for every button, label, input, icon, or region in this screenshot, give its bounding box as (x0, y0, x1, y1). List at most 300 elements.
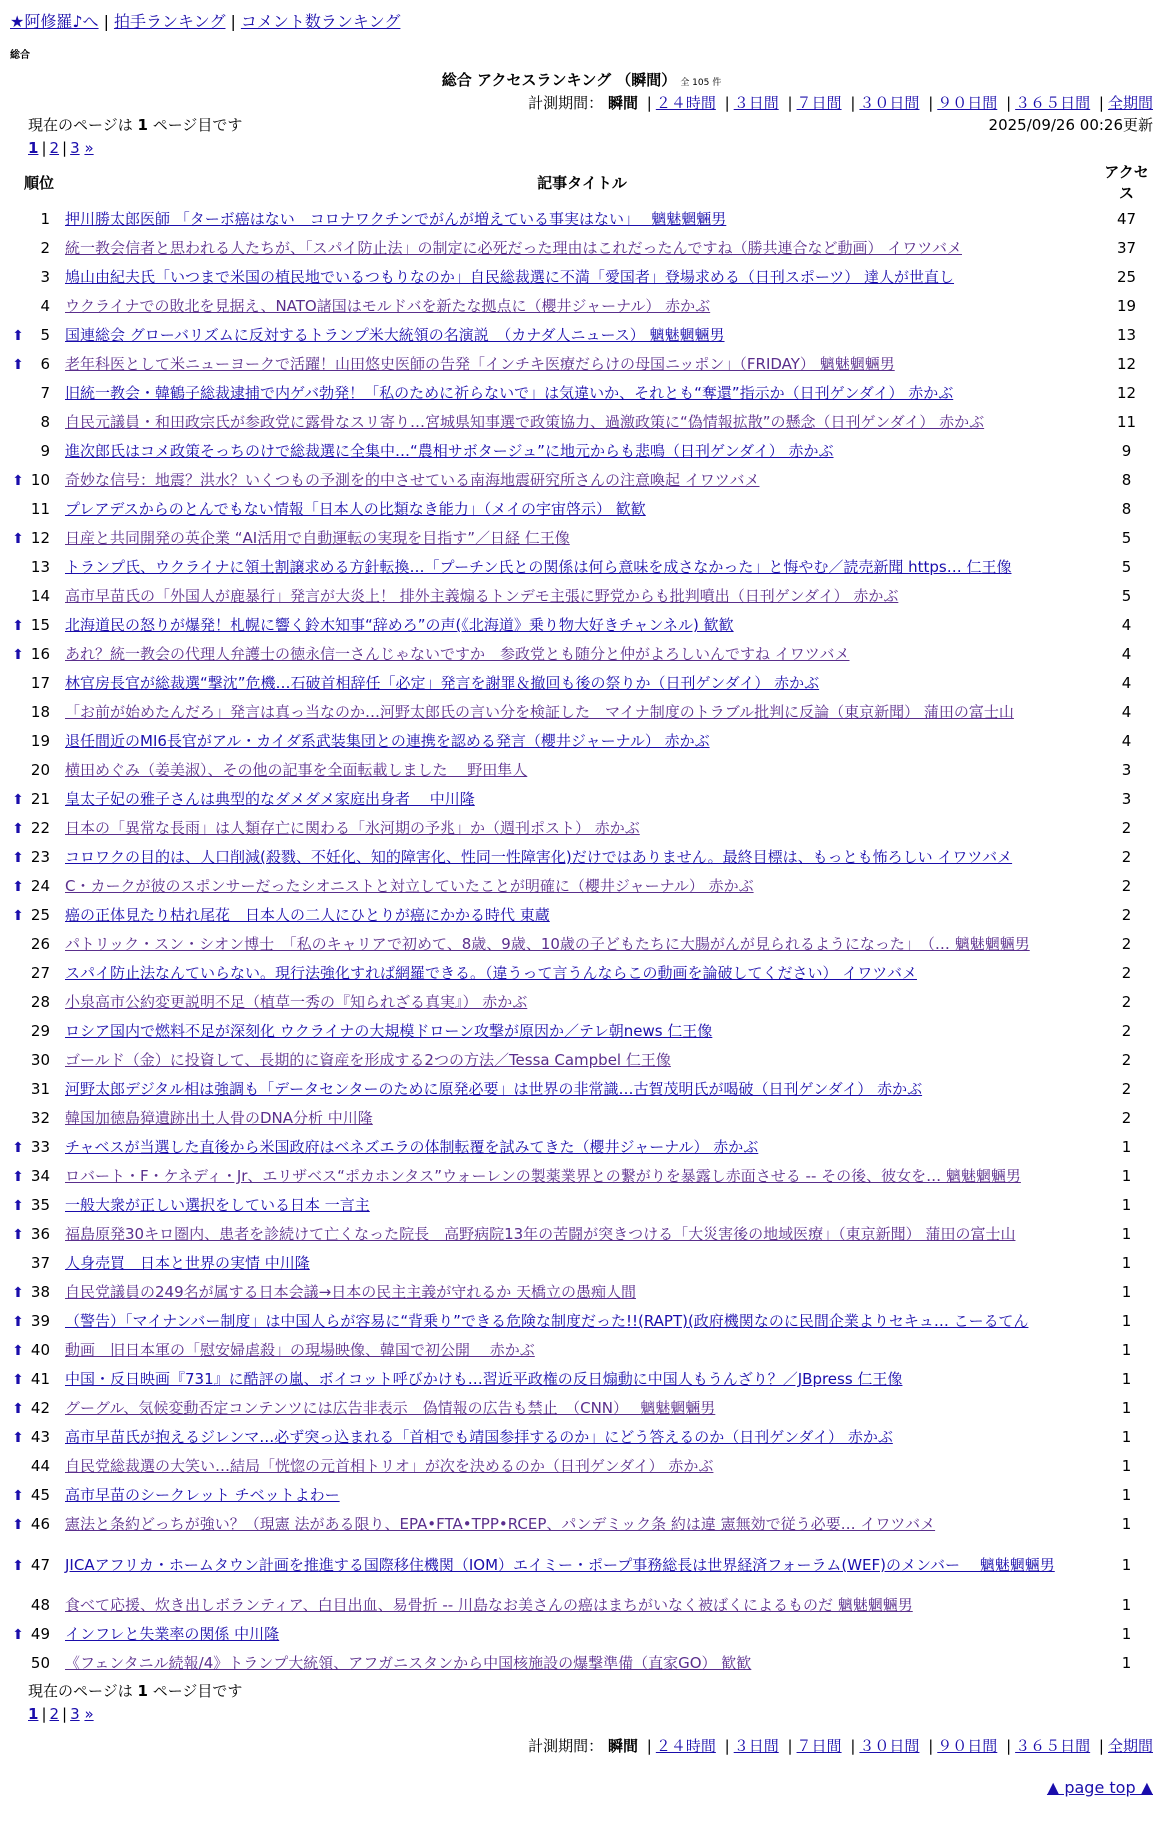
page-3-link[interactable]: 3 (70, 138, 80, 157)
article-link[interactable]: 人身売買 日本と世界の実情 中川隆 (65, 1254, 310, 1273)
rank-cell (10, 1133, 61, 1162)
access-count: 3 (1121, 761, 1132, 780)
article-link[interactable]: パトリック・スン・シオン博士 「私のキャリアで初めて、8歳、9歳、10歳の子どもたちに大腸がんが見られるようになった」 （… 魑魅魍魎男 (65, 935, 1030, 954)
access-count: 1 (1121, 1312, 1132, 1331)
access-count: 2 (1121, 1109, 1132, 1128)
title-cell (61, 1133, 1103, 1162)
rank-number: 43 (30, 1428, 50, 1446)
comment-ranking-link[interactable]: コメント数ランキング (240, 12, 401, 31)
access-count: 2 (1121, 1080, 1132, 1099)
article-link[interactable]: （警告）「マイナンバー制度」は中国人らが容易に“背乗り”できる危険な制度だった!!(RAPT)(政府機関なのに民間企業よりセキュ… こーるてん (65, 1312, 1029, 1331)
table-row (10, 1307, 1150, 1336)
article-link[interactable]: プレアデスからのとんでもない情報「日本人の比類なき能力」（メイの宇宙啓示） 歓歓 (65, 500, 646, 519)
article-link[interactable]: 奇妙な信号：地震？洪水？いくつもの予測を的中させている南海地震研究所さんの注意喚起 イワツバメ (65, 471, 760, 490)
article-link[interactable]: インフレと失業率の関係 中川隆 (65, 1625, 280, 1644)
page-1-link[interactable]: 1 (28, 1704, 39, 1723)
table-row (10, 1539, 1150, 1591)
rank-cell (10, 321, 61, 350)
rank-number: 5 (40, 326, 50, 344)
rank-cell (10, 785, 61, 814)
article-link[interactable]: 押川勝太郎医師 「ターボ癌はない コロナワクチンでがんが増えている事実はない」 魑魅魍魎男 (65, 210, 727, 229)
current-page-text: 現在のページは 1 ページ目です (28, 116, 243, 134)
ranking-count: 全 105 件 (680, 78, 722, 88)
table-header-row (10, 161, 1150, 205)
ranking-table (10, 161, 1150, 1678)
rank-cell (10, 1452, 61, 1481)
access-count: 1 (1121, 1625, 1132, 1644)
access-count: 1 (1121, 1428, 1132, 1447)
article-link[interactable]: 進次郎氏はコメ政策そっちのけで総裁選に全集中…“農相サボタージュ”に地元からも悲鳴（日刊ゲンダイ） 赤かぶ (65, 442, 834, 461)
article-link[interactable]: 自民党議員の249名が属する日本会議→日本の民主主義が守れるか 天橋立の愚痴人間 (65, 1283, 636, 1302)
access-count: 2 (1121, 1051, 1132, 1070)
up-arrow-icon: ⬆ (12, 1372, 24, 1388)
table-row (10, 1591, 1150, 1620)
up-arrow-icon: ⬆ (12, 357, 24, 373)
rank-cell (10, 408, 61, 437)
access-count: 1 (1121, 1515, 1132, 1534)
table-row (10, 698, 1150, 727)
title-cell (61, 814, 1103, 843)
access-count: 1 (1121, 1196, 1132, 1215)
rank-cell (10, 1249, 61, 1278)
table-row (10, 1133, 1150, 1162)
article-link[interactable]: 中国・反日映画『731』に酷評の嵐、ボイコット呼びかけも…習近平政権の反日煽動に中国人もうんざり？／JBpress 仁王像 (65, 1370, 903, 1389)
rank-cell (10, 988, 61, 1017)
period-current: 瞬間 (607, 93, 638, 112)
article-link[interactable]: あれ？統一教会の代理人弁護士の徳永信一さんじゃないですか 参政党とも随分と仲がよろしいんですね イワツバメ (65, 645, 850, 664)
pager-top: 1 | 2 | 3 » (28, 138, 94, 157)
title-cell (61, 843, 1103, 872)
access-count: 1 (1121, 1167, 1132, 1186)
up-arrow-icon: ⬆ (12, 792, 24, 808)
article-link[interactable]: 福島原発30キロ圏内、患者を診続けて亡くなった院長 高野病院13年の苦闘が突きつける「大災害後の地域医療」（東京新聞） 蒲田の富士山 (65, 1225, 1016, 1244)
next-page-link[interactable]: » (84, 1704, 94, 1723)
home-link[interactable]: ★阿修羅♪へ (10, 12, 99, 31)
article-link[interactable]: 自民元議員・和田政宗氏が参政党に露骨なスリ寄り…宮城県知事選で政策協力、過激政策に“偽情報拡散”の懸念（日刊ゲンダイ） 赤かぶ (65, 413, 985, 432)
article-link[interactable]: トランプ氏、ウクライナに領土割譲求める方針転換…「プーチン氏との関係は何ら意味を成さなかった」と悔やむ／読売新聞 https… 仁王像 (65, 558, 1012, 577)
table-row (10, 1365, 1150, 1394)
rank-number: 40 (30, 1341, 50, 1359)
access-count: 1 (1121, 1457, 1132, 1476)
access-count: 1 (1121, 1341, 1132, 1360)
title-cell (61, 1075, 1103, 1104)
rank-cell (10, 1394, 61, 1423)
up-arrow-icon: ⬆ (12, 1343, 24, 1359)
title-cell (61, 1191, 1103, 1220)
article-link[interactable]: ロバート・F・ケネディ・Jr、エリザベス“ポカホンタス”ウォーレンの製薬業界との繋がりを暴露し赤面させる -- その後、彼女を… 魑魅魍魎男 (65, 1167, 1021, 1186)
article-link[interactable]: ロシア国内で燃料不足が深刻化 ウクライナの大規模ドローン攻撃が原因か／テレ朝news 仁王像 (65, 1022, 713, 1041)
title-cell (61, 1046, 1103, 1075)
rank-number: 25 (30, 906, 50, 924)
article-link[interactable]: グーグル、気候変動否定コンテンツには広告非表示 偽情報の広告も禁止 （CNN） 魑魅魍魎男 (65, 1399, 716, 1418)
access-column-header: アクセス (1104, 163, 1149, 202)
table-row (10, 234, 1150, 263)
table-row (10, 408, 1150, 437)
rank-cell (10, 640, 61, 669)
period-3d-link[interactable]: ３日間 (733, 1737, 779, 1755)
rank-column-header: 順位 (23, 173, 54, 192)
table-row (10, 1017, 1150, 1046)
title-cell (61, 930, 1103, 959)
rank-number: 39 (30, 1312, 50, 1330)
title-cell (61, 1220, 1103, 1249)
rank-number: 23 (30, 848, 50, 866)
title-cell (61, 959, 1103, 988)
rank-cell (10, 1649, 61, 1678)
title-cell (61, 1620, 1103, 1649)
period-30d-link[interactable]: ３０日間 (859, 1737, 920, 1755)
next-page-link[interactable]: » (84, 138, 94, 157)
up-arrow-icon: ⬆ (12, 1430, 24, 1446)
access-count: 4 (1121, 732, 1132, 751)
table-row (10, 611, 1150, 640)
table-row (10, 1423, 1150, 1452)
title-cell (61, 437, 1103, 466)
article-link[interactable]: コロワクの目的は、人口削減(殺戮、不妊化、知的障害化、性同一性障害化)だけではありません。最終目標は、もっとも怖ろしい イワツバメ (65, 848, 1013, 867)
rank-number: 37 (30, 1254, 50, 1273)
period-selector-top: 計測期間： 瞬間 | ２４時間 | ３日間 | ７日間 | ３０日間 | ９０日間 | ３６５日間 | 全期間 (528, 93, 1153, 112)
article-link[interactable]: 憲法と条約どっちが強い？（現憲 法がある限り、EPA•FTA•TPP•RCEP、パンデミック条 約は違 憲無効で従う必要… イワツバメ (65, 1515, 936, 1534)
access-count: 1 (1121, 1225, 1132, 1244)
table-row (10, 1510, 1150, 1539)
rank-number: 13 (30, 558, 50, 577)
period-label: 計測期間： (528, 1737, 604, 1755)
title-cell (61, 756, 1103, 785)
period-90d-link[interactable]: ９０日間 (937, 93, 998, 112)
rank-cell (10, 1220, 61, 1249)
up-arrow-icon: ⬆ (12, 1488, 24, 1504)
table-row (10, 1191, 1150, 1220)
rank-number: 31 (30, 1080, 50, 1099)
rank-number: 15 (30, 616, 50, 634)
article-link[interactable]: 国連総会 グローバリズムに反対するトランプ米大統領の名演説 （カナダ人ニュース） 魑魅魍魎男 (65, 326, 725, 345)
rank-cell (10, 524, 61, 553)
rank-cell (10, 1336, 61, 1365)
period-all-link[interactable]: 全期間 (1107, 1737, 1153, 1755)
period-30d-link[interactable]: ３０日間 (859, 93, 920, 112)
title-cell (61, 408, 1103, 437)
rank-number: 46 (30, 1515, 50, 1533)
article-link[interactable]: 《フェンタニル続報/4》トランプ大統領、アフガニスタンから中国核施設の爆撃準備（直家GO） 歓歓 (65, 1654, 752, 1673)
rank-cell (10, 1162, 61, 1191)
title-column-header: 記事タイトル (537, 173, 627, 192)
table-row (10, 1104, 1150, 1133)
table-row (10, 640, 1150, 669)
article-link[interactable]: 自民党総裁選の大笑い…結局「恍惚の元首相トリオ」が次を決めるのか（日刊ゲンダイ） 赤かぶ (65, 1457, 714, 1476)
title-cell (61, 669, 1103, 698)
period-7d-link[interactable]: ７日間 (796, 93, 842, 112)
rank-number: 36 (30, 1225, 50, 1243)
article-link[interactable]: 林官房長官が総裁選“撃沈”危機…石破首相辞任「必定」発言を謝罪＆撤回も後の祭りか（日刊ゲンダイ） 赤かぶ (65, 674, 820, 693)
table-row (10, 901, 1150, 930)
article-link[interactable]: C・カークが彼のスポンサーだったシオニストと対立していたことが明確に（櫻井ジャーナル） 赤かぶ (65, 877, 754, 896)
rank-cell (10, 437, 61, 466)
current-page-text-bottom: 現在のページは 1 ページ目です (28, 1682, 243, 1700)
rank-number: 29 (30, 1022, 50, 1041)
article-link[interactable]: 退任間近のMI6長官がアル・カイダ系武装集団との連携を認める発言（櫻井ジャーナル） 赤かぶ (65, 732, 710, 751)
table-row (10, 582, 1150, 611)
rank-number: 10 (30, 471, 50, 489)
rank-cell (10, 727, 61, 756)
title-cell (61, 727, 1103, 756)
article-link[interactable]: 皇太子妃の雅子さんは典型的なダメダメ家庭出身者 中川隆 (65, 790, 475, 809)
table-row (10, 466, 1150, 495)
access-count: 13 (1116, 326, 1137, 345)
access-count: 5 (1121, 587, 1132, 606)
rank-number: 24 (30, 877, 50, 895)
article-link[interactable]: 一般大衆が正しい選択をしている日本 一言主 (65, 1196, 370, 1215)
rank-cell (10, 466, 61, 495)
access-count: 37 (1116, 239, 1137, 258)
table-row (10, 814, 1150, 843)
article-link[interactable]: 高市早苗のシークレット チベットよわー (65, 1486, 340, 1505)
nav-separator: | (103, 12, 109, 31)
rank-number: 18 (30, 703, 50, 722)
period-7d-link[interactable]: ７日間 (796, 1737, 842, 1755)
article-link[interactable]: 小泉高市公約変更説明不足（植草一秀の『知られざる真実』） 赤かぶ (65, 993, 528, 1012)
rank-cell (10, 1510, 61, 1539)
rank-cell (10, 1481, 61, 1510)
page-top-link[interactable]: ▲ page top ▲ (1046, 1777, 1153, 1797)
title-cell (61, 495, 1103, 524)
rank-cell (10, 669, 61, 698)
article-link[interactable]: チャベスが当選した直後から米国政府はベネズエラの体制転覆を試みてきた（櫻井ジャーナル） 赤かぶ (65, 1138, 759, 1157)
table-row (10, 959, 1150, 988)
rank-number: 28 (30, 993, 50, 1012)
rank-number: 12 (30, 529, 50, 547)
rank-cell (10, 611, 61, 640)
table-row (10, 1394, 1150, 1423)
title-cell (61, 1510, 1103, 1539)
access-count: 4 (1121, 645, 1132, 664)
table-row (10, 988, 1150, 1017)
table-row (10, 669, 1150, 698)
access-count: 1 (1121, 1399, 1132, 1418)
rank-number: 3 (40, 268, 50, 287)
rank-number: 20 (30, 761, 50, 780)
top-nav (10, 10, 1153, 34)
rank-cell (10, 1365, 61, 1394)
title-cell (61, 553, 1103, 582)
rank-cell (10, 930, 61, 959)
article-link[interactable]: 食べて応援、炊き出しボランティア、白目出血、易骨折 -- 川島なお美さんの癌はまちがいなく被ばくによるものだ 魑魅魍魎男 (65, 1596, 913, 1615)
up-arrow-icon: ⬆ (12, 879, 24, 895)
page-2-link[interactable]: 2 (49, 138, 60, 157)
title-cell (61, 698, 1103, 727)
article-link[interactable]: JICAアフリカ・ホームタウン計画を推進する国際移住機関（IOM）エイミー・ポープ事務総長は世界経済フォーラム(WEF)のメンバー 魑魅魍魎男 (65, 1555, 1055, 1574)
rank-number: 21 (30, 790, 50, 808)
rank-number: 27 (30, 964, 50, 983)
rank-number: 16 (30, 645, 50, 663)
rank-cell (10, 553, 61, 582)
rank-number: 38 (30, 1283, 50, 1301)
access-count: 8 (1121, 471, 1132, 490)
page-2-link[interactable]: 2 (49, 1704, 60, 1723)
title-cell (61, 466, 1103, 495)
table-row (10, 930, 1150, 959)
title-cell (61, 785, 1103, 814)
article-link[interactable]: 「お前が始めたんだろ」発言は真っ当なのか…河野太郎氏の言い分を検証した マイナ制度のトラブル批判に反論（東京新聞） 蒲田の富士山 (65, 703, 1014, 722)
title-cell (61, 988, 1103, 1017)
article-link[interactable]: 癌の正体見たり枯れ尾花 日本人の二人にひとりが癌にかかる時代 東蔵 (65, 906, 550, 925)
article-link[interactable]: 老年科医として米ニューヨークで活躍！山田悠史医師の告発「インチキ医療だらけの母国ニッポン」（FRIDAY） 魑魅魍魎男 (65, 355, 895, 374)
title-cell (61, 1423, 1103, 1452)
rank-cell (10, 872, 61, 901)
rank-cell (10, 1046, 61, 1075)
page-1-link[interactable]: 1 (28, 138, 39, 157)
article-link[interactable]: 日産と共同開発の英企業 “AI活用で自動運転の実現を目指す”／日経 仁王像 (65, 529, 570, 548)
table-row (10, 1220, 1150, 1249)
rank-number: 8 (40, 413, 50, 432)
rank-cell (10, 205, 61, 234)
rank-number: 33 (30, 1138, 50, 1156)
rank-cell (10, 843, 61, 872)
rank-cell (10, 756, 61, 785)
rank-cell (10, 1075, 61, 1104)
article-link[interactable]: 高市早苗氏が抱えるジレンマ…必ず突っ込まれる「首相でも靖国参拝するのか」にどう答えるのか（日刊ゲンダイ） 赤かぶ (65, 1428, 893, 1447)
title-cell (61, 1017, 1103, 1046)
access-count: 4 (1121, 703, 1132, 722)
table-row (10, 1046, 1150, 1075)
table-row (10, 263, 1150, 292)
clap-ranking-link[interactable]: 拍手ランキング (113, 12, 226, 31)
rank-cell (10, 1307, 61, 1336)
article-link[interactable]: 旧統一教会・韓鶴子総裁逮捕で内ゲバ勃発！「私のために祈らないで」は気違いか、それとも“奪還”指示か（日刊ゲンダイ） 赤かぶ (65, 384, 954, 403)
up-arrow-icon: ⬆ (12, 531, 24, 547)
up-arrow-icon: ⬆ (12, 1140, 24, 1156)
rank-number: 50 (30, 1654, 50, 1673)
page-3-link[interactable]: 3 (70, 1704, 80, 1723)
article-link[interactable]: ウクライナでの敗北を見据え、NATO諸国はモルドバを新たな拠点に（櫻井ジャーナル） 赤かぶ (65, 297, 711, 316)
access-count: 1 (1121, 1254, 1132, 1273)
article-link[interactable]: 高市早苗氏の「外国人が鹿暴行」発言が大炎上！ 排外主義煽るトンデモ主張に野党からも批判噴出（日刊ゲンダイ） 赤かぶ (65, 587, 899, 606)
up-arrow-icon: ⬆ (12, 473, 24, 489)
period-current: 瞬間 (607, 1737, 638, 1755)
up-arrow-icon: ⬆ (12, 821, 24, 837)
rank-number: 9 (40, 442, 50, 461)
period-24h-link[interactable]: ２４時間 (655, 1737, 716, 1755)
up-arrow-icon: ⬆ (12, 647, 24, 663)
rank-cell (10, 495, 61, 524)
article-link[interactable]: 日本の「異常な長雨」は人類存亡に関わる「氷河期の予兆」か（週刊ポスト） 赤かぶ (65, 819, 640, 838)
table-row (10, 1452, 1150, 1481)
access-count: 1 (1121, 1370, 1132, 1389)
access-count: 2 (1121, 993, 1132, 1012)
title-cell (61, 582, 1103, 611)
rank-number: 4 (40, 297, 50, 316)
access-count: 1 (1121, 1596, 1132, 1615)
up-arrow-icon: ⬆ (12, 1517, 24, 1533)
rank-cell (10, 379, 61, 408)
title-cell (61, 1307, 1103, 1336)
title-cell (61, 350, 1103, 379)
pager-bottom: 1 | 2 | 3 » (28, 1704, 94, 1723)
period-365d-link[interactable]: ３６５日間 (1015, 93, 1091, 112)
article-link[interactable]: 統一教会信者と思われる人たちが、「スパイ防止法」の制定に必死だった理由はこれだったんですね（勝共連合など動画） イワツバメ (65, 239, 962, 258)
article-link[interactable]: 河野太郎デジタル相は強調も「データセンターのために原発必要」は世界の非常識…古賀茂明氏が喝破（日刊ゲンダイ） 赤かぶ (65, 1080, 923, 1099)
table-row (10, 843, 1150, 872)
title-cell (61, 1278, 1103, 1307)
access-count: 8 (1121, 500, 1132, 519)
access-count: 11 (1116, 413, 1137, 432)
title-cell (61, 321, 1103, 350)
rank-number: 34 (30, 1167, 50, 1185)
rank-cell (10, 901, 61, 930)
rank-cell (10, 1104, 61, 1133)
rank-number: 6 (40, 355, 50, 373)
rank-cell (10, 1191, 61, 1220)
article-link[interactable]: 鳩山由紀夫氏「いつまで米国の植民地でいるつもりなのか」自民総裁選に不満「愛国者」登場求める（日刊スポーツ） 達人が世直し (65, 268, 955, 287)
table-row (10, 495, 1150, 524)
up-arrow-icon: ⬆ (12, 1169, 24, 1185)
article-link[interactable]: 韓国加徳島獐遺跡出土人骨のDNA分析 中川隆 (65, 1109, 373, 1128)
article-link[interactable]: 北海道民の怒りが爆発！札幌に響く鈴木知事“辞めろ”の声(《北海道》乗り物大好きチャンネル) 歓歓 (65, 616, 734, 635)
rank-cell (10, 1423, 61, 1452)
rank-cell (10, 698, 61, 727)
rank-cell (10, 292, 61, 321)
rank-number: 42 (30, 1399, 50, 1417)
access-count: 1 (1121, 1486, 1132, 1505)
title-cell (61, 1481, 1103, 1510)
title-cell (61, 1249, 1103, 1278)
article-link[interactable]: スパイ防止法なんていらない。現行法強化すれば網羅できる。（違うって言うんならこの動画を論破してください） イワツバメ (65, 964, 917, 983)
access-count: 9 (1121, 442, 1132, 461)
article-link[interactable]: ゴールド（金）に投資して、長期的に資産を形成する2つの方法／Tessa Campbel 仁王像 (65, 1051, 671, 1070)
rank-cell (10, 1017, 61, 1046)
rank-number: 7 (40, 384, 50, 403)
up-arrow-icon: ⬆ (12, 1627, 24, 1643)
rank-number: 41 (30, 1370, 50, 1388)
period-all-link[interactable]: 全期間 (1107, 93, 1153, 112)
up-arrow-icon: ⬆ (12, 328, 24, 344)
title-cell (61, 205, 1103, 234)
up-arrow-icon: ⬆ (12, 850, 24, 866)
access-count: 12 (1116, 384, 1137, 403)
rank-number: 17 (30, 674, 50, 693)
access-count: 47 (1116, 210, 1137, 229)
access-count: 1 (1121, 1138, 1132, 1157)
rank-number: 32 (30, 1109, 50, 1128)
period-90d-link[interactable]: ９０日間 (937, 1737, 998, 1755)
period-3d-link[interactable]: ３日間 (733, 93, 779, 112)
title-cell (61, 263, 1103, 292)
title-cell (61, 1162, 1103, 1191)
table-row (10, 350, 1150, 379)
rank-number: 30 (30, 1051, 50, 1070)
period-24h-link[interactable]: ２４時間 (655, 93, 716, 112)
category-label: 総合 (10, 50, 30, 61)
title-cell (61, 640, 1103, 669)
up-arrow-icon: ⬆ (12, 1198, 24, 1214)
title-cell (61, 901, 1103, 930)
up-arrow-icon: ⬆ (12, 618, 24, 634)
rank-number: 11 (30, 500, 50, 519)
access-count: 5 (1121, 529, 1132, 548)
title-cell (61, 1539, 1103, 1591)
up-arrow-icon: ⬆ (12, 1401, 24, 1417)
title-cell (61, 611, 1103, 640)
table-row (10, 785, 1150, 814)
access-count: 4 (1121, 674, 1132, 693)
period-365d-link[interactable]: ３６５日間 (1015, 1737, 1091, 1755)
up-arrow-icon: ⬆ (12, 908, 24, 924)
article-link[interactable]: 横田めぐみ（姜美淑）、その他の記事を全面転載しました 野田隼人 (65, 761, 528, 780)
title-cell (61, 1365, 1103, 1394)
access-count: 2 (1121, 935, 1132, 954)
article-link[interactable]: 動画 旧日本軍の「慰安婦虐殺」の現場映像、韓国で初公開 赤かぶ (65, 1341, 535, 1360)
ranking-heading (10, 69, 1153, 92)
access-count: 1 (1121, 1654, 1132, 1673)
